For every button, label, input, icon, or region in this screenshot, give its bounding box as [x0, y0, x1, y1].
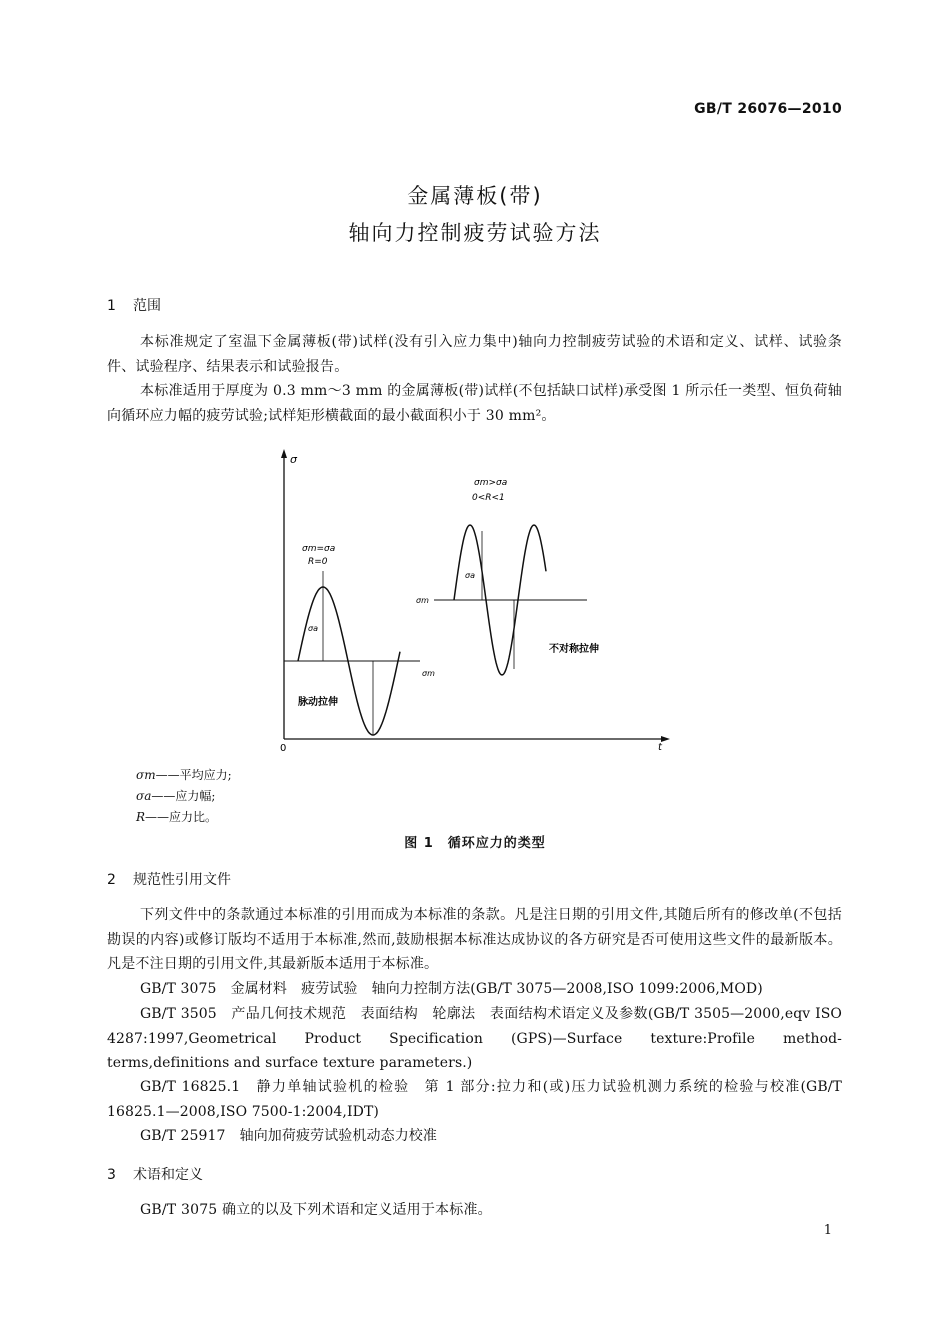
right-type-label: 不对称拉伸 [549, 644, 599, 655]
section-1-heading [107, 295, 161, 315]
document-title-line1: 金属薄板(带) [407, 184, 543, 208]
figure-legend [136, 765, 232, 828]
right-condition-sigma: σm>σa [474, 478, 508, 488]
right-sigma-m-label: σm [416, 596, 429, 605]
legend-item [136, 765, 232, 786]
legend-text: ——应力比。 [145, 810, 218, 824]
right-sigma-a-label: σa [465, 571, 475, 580]
reference-item: GB/T 3075 金属材料 疲劳试验 轴向力控制方法(GB/T 3075—2008,ISO 1099:2006,MOD) [140, 981, 763, 997]
legend-symbol: σm [136, 768, 156, 782]
legend-item [136, 807, 232, 828]
section-number: 2 [107, 872, 116, 888]
section-2-heading [107, 869, 231, 889]
standard-code: GB/T 26076—2010 [694, 101, 842, 117]
x-axis-label: t [658, 742, 662, 753]
legend-text: ——平均应力; [155, 768, 232, 782]
y-axis-arrow [281, 449, 287, 458]
section-1-paragraph: 本标准规定了室温下金属薄板(带)试样(没有引入应力集中)轴向力控制疲劳试验的术语和定义、试样、试验条件、试验程序、结果表示和试验报告。 [107, 334, 842, 375]
section-3-intro: GB/T 3075 确立的以及下列术语和定义适用于本标准。 [140, 1202, 492, 1218]
section-title: 范围 [133, 298, 161, 314]
left-condition-r: R=0 [308, 557, 328, 567]
left-type-label: 脉动拉伸 [298, 697, 338, 708]
section-number: 1 [107, 298, 116, 314]
origin-label: 0 [280, 743, 287, 754]
reference-item: GB/T 16825.1 静力单轴试验机的检验 第 1 部分:拉力和(或)压力试验机测力系统的检验与校准(GB/T 16825.1—2008,ISO 7500-1:2004,IDT) [107, 1079, 842, 1120]
section-number: 3 [107, 1167, 116, 1183]
section-1-paragraph: 本标准适用于厚度为 0.3 mm～3 mm 的金属薄板(带)试样(不包括缺口试样)承受图 1 所示任一类型、恒负荷轴向循环应力幅的疲劳试验;试样矩形横截面的最小截面积小于 30 mm²。 [107, 383, 842, 424]
cyclic-stress-figure [260, 445, 680, 755]
left-condition-sigma: σm=σa [302, 544, 336, 554]
section-title: 术语和定义 [133, 1167, 203, 1183]
reference-item: GB/T 25917 轴向加荷疲劳试验机动态力校准 [140, 1128, 438, 1144]
reference-item: GB/T 3505 产品几何技术规范 表面结构 轮廓法 表面结构术语定义及参数(GB/T 3505—2000,eqv ISO 4287:1997,Geometrical Product Specification (GPS)—Surface texture:Profile method-terms,definitions and surface texture parameters.) [107, 1006, 842, 1071]
section-3-heading [107, 1164, 203, 1184]
x-axis-arrow [661, 736, 670, 742]
section-2-intro: 下列文件中的条款通过本标准的引用而成为本标准的条款。凡是注日期的引用文件,其随后所有的修改单(不包括勘误的内容)或修订版均不适用于本标准,然而,鼓励根据本标准达成协议的各方研究是否可使用这些文件的最新版本。凡是不注日期的引用文件,其最新版本适用于本标准。 [107, 907, 842, 972]
left-sigma-a-label: σa [308, 624, 318, 633]
page-number: 1 [823, 1223, 832, 1238]
legend-text: ——应力幅; [151, 789, 216, 803]
y-axis-label: σ [290, 453, 297, 466]
left-sigma-m-label: σm [422, 669, 435, 678]
legend-item [136, 786, 232, 807]
section-title: 规范性引用文件 [133, 872, 231, 888]
right-condition-r: 0<R<1 [472, 493, 505, 503]
document-title-line2: 轴向力控制疲劳试验方法 [348, 221, 602, 245]
legend-symbol: σa [136, 789, 152, 803]
figure-caption: 图 1 循环应力的类型 [404, 836, 546, 851]
legend-symbol: R [136, 810, 146, 824]
